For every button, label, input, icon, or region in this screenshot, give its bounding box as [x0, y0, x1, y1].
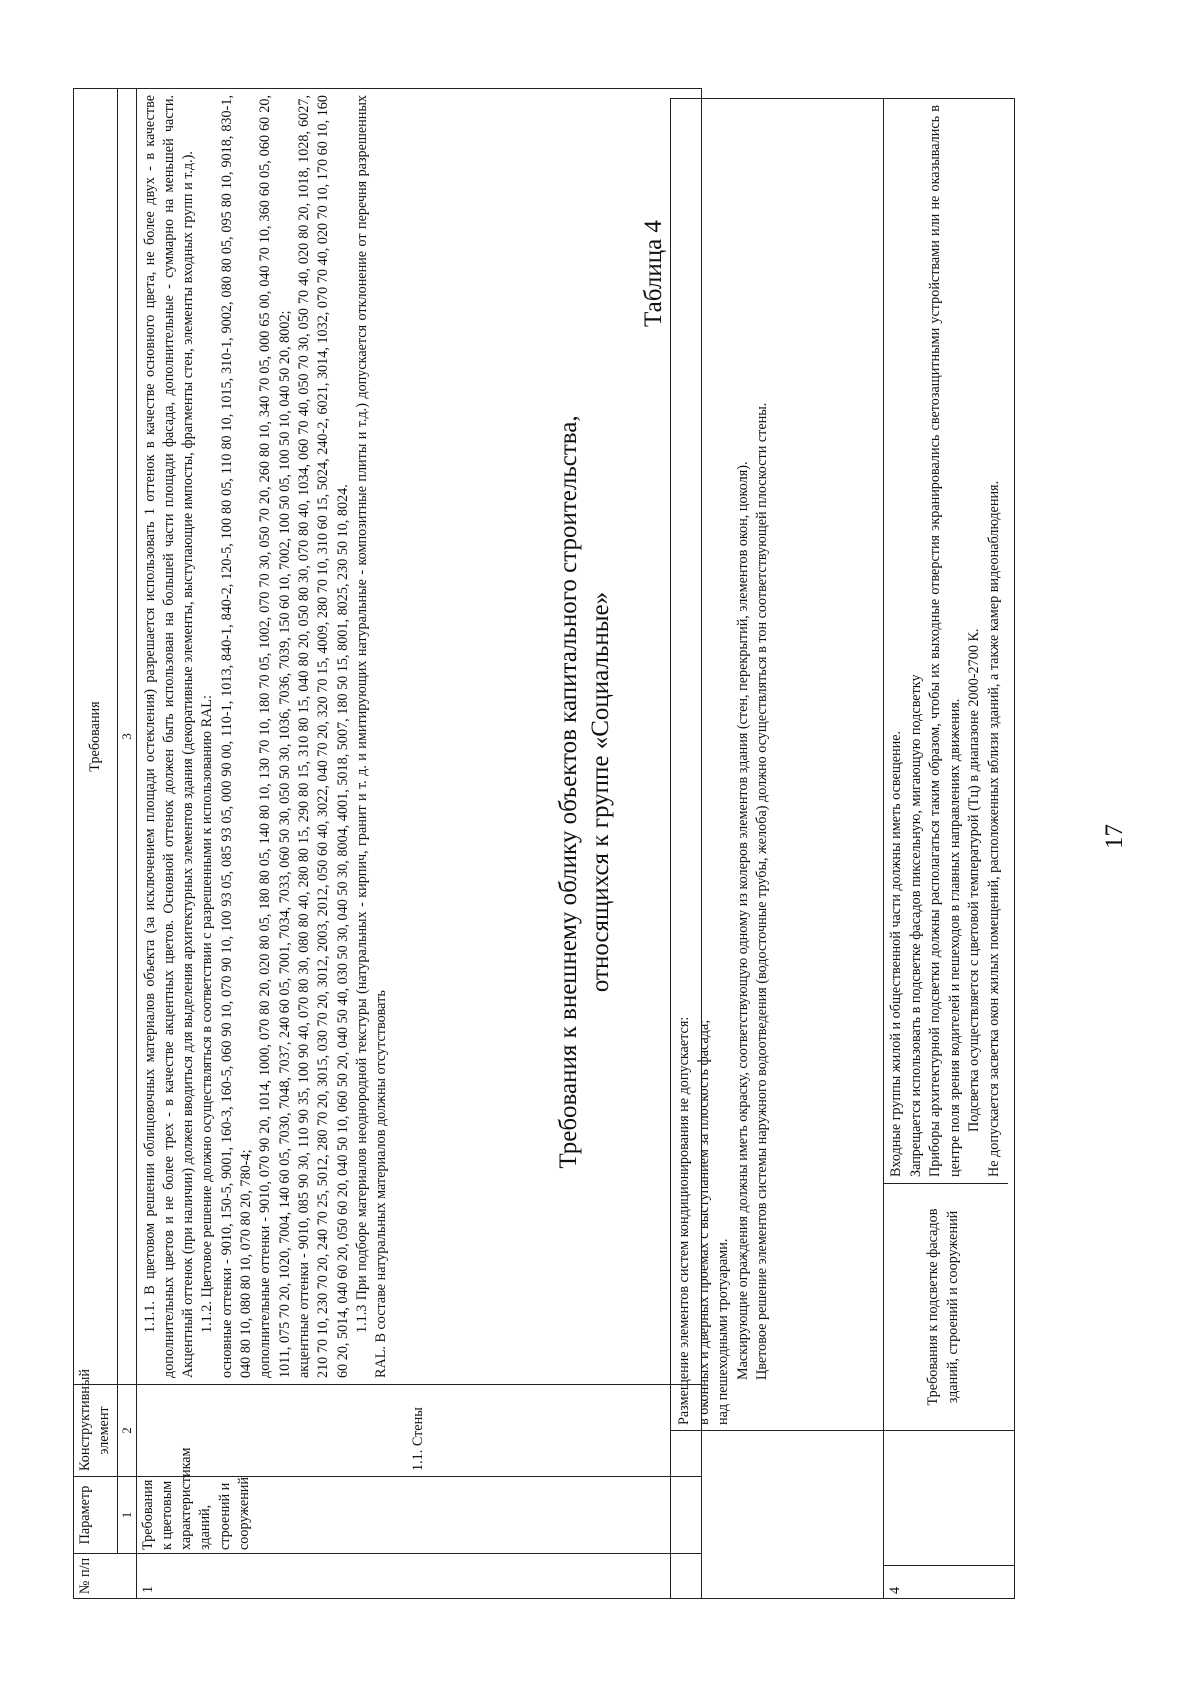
header-num: № п/п	[74, 1554, 137, 1599]
paragraph: 1.1.3 При подборе материалов неоднородной текстуры (натуральных - кирпич, гранит и т. д. и имитирующих натуральные - композитные плиты и т.д.) допускается отклонение от перечня разрешенных RAL. В составе натуральных материалов должны отсутствовать	[353, 95, 390, 1378]
text-line: Подсветка осуществляется с цветовой температурой (Тц) в диапазоне 2000-2700 К.	[966, 628, 983, 1132]
table-row	[136, 89, 701, 1599]
text-line: над пешеходными тротуарами.	[715, 1238, 732, 1425]
text-line: Запрещается использовать в подсветке фасадов пиксельную, мигающую подсветку	[907, 674, 924, 1177]
parameter-cell: Требования к цветовым характеристикам зданий, строений и сооружений	[136, 1477, 701, 1554]
paragraph: основные оттенки - 9010, 150-5, 9001, 160-3, 160-5, 060 90 10, 070 90 10, 100 93 05, 085 93 05, 000 90 00, 110-1, 1013, 840-1, 840-2, 120-5, 100 80 05, 110 80 10, 1015, 310-1, 9002, 080 80 05, 095 80 10, 9018, 830-1, 040 80 10, 080 80 10, 070 80 20, 780-4;	[218, 95, 255, 1378]
paragraph: 1.1.1. В цветовом решении облицовочных материалов объекта (за исключением площади остекления) разрешается использовать 1 оттенок в качестве основного цвета, не более двух - в качестве дополнительных цветов и не более трех - в качестве акцентных цветов. Основной оттенок должен быть использован на большей части площади фасада, дополнительные - суммарно на меньшей части. Акцентный оттенок (при наличии) должен вводиться для выделения архитектурных элементов здания (декоративные элементы, выступающие импосты, фрагменты стен, элементы входных групп и т.д.).	[141, 95, 197, 1378]
table-cell-empty	[671, 1431, 884, 1599]
table-top-continuation	[670, 98, 1015, 1599]
header-element: Конструктивный элемент	[74, 1385, 118, 1477]
table-row	[884, 99, 1015, 1599]
table-cell-continued	[671, 99, 884, 1431]
table-4	[73, 88, 702, 1599]
row-number: 1	[136, 1554, 701, 1599]
col-number: 1	[117, 1477, 136, 1554]
table-row	[671, 99, 884, 1599]
col-number: 2	[117, 1385, 136, 1477]
text-line: Входные группы жилой и общественной части должны иметь освещение.	[888, 730, 904, 1177]
requirements-cell	[136, 89, 701, 1385]
row-number: 4	[884, 1565, 1014, 1598]
col-number: 3	[117, 89, 136, 1385]
requirements-cell	[884, 99, 1008, 1183]
table-cell-row4-left	[884, 1431, 1015, 1599]
text-line: Цветовое решение элементов системы наружного водоотведения (водосточные трубы, желоба) должно осуществляться в тон соответствующей плоскости стены.	[754, 402, 771, 1380]
parameter-cell: Требования к подсветке фасадов зданий, строений и сооружений	[884, 1183, 1008, 1430]
table-header-row	[74, 89, 118, 1599]
section-heading: Требования к внешнему облику объектов капитального строительства, относящихся к группе «Социальные»	[555, 415, 614, 1169]
column-number-row	[117, 89, 136, 1599]
text-line: Размещение элементов систем кондиционирования не допускается:	[676, 1016, 692, 1425]
paragraph: дополнительные оттенки - 9010, 070 90 20, 1014, 1000, 070 80 20, 020 80 05, 180 80 05, 140 80 10, 130 70 10, 180 70 05, 1002, 070 70 30, 050 70 20, 260 80 10, 340 70 05, 000 65 00, 040 70 10, 360 60 05, 060 60 20, 1011, 075 70 20, 1020, 7004, 140 60 05, 7030, 7048, 7037, 240 60 05, 7001, 7034, 7033, 060 50 30, 050 50 30, 1036, 7036, 7039, 150 60 10, 7002, 100 50 05, 100 50 10, 040 50 20, 8002;	[257, 95, 293, 1378]
page-number: 17	[1101, 824, 1128, 849]
text-line: Маскирующие ограждения должны иметь окраску, соответствующую одному из колеров элементов здания (стен, перекрытий, элементов окон, цоколя).	[734, 461, 751, 1380]
text-line: Приборы архитектурной подсветки должны располагаться таким образом, чтобы их выходные отверстия экранировались светозащитными устройствами или не оказывались в центре поля зрения водителей и пешеходов в главных направлениях движения.	[927, 105, 963, 1177]
paragraph: 1.1.2. Цветовое решение должно осуществляться в соответствии с разрешенными к использованию RAL:	[199, 695, 216, 1333]
paragraph: акцентные оттенки - 9010, 085 90 30, 110 90 35, 100 90 40, 070 80 30, 080 80 40, 280 80 15, 290 80 15, 310 80 15, 040 80 20, 050 80 30, 070 80 40, 1034, 060 70 40, 050 70 30, 050 70 40, 020 80 20, 1018, 1028, 6027, 210 70 10, 230 70 20, 240 70 25, 5012, 280 70 20, 3015, 030 70 20, 3012, 2003, 2012, 050 60 40, 3022, 040 70 20, 320 70 15, 4009, 280 70 10, 310 60 15, 5024, 240-2, 6021, 3014, 1032, 070 70 40, 020 70 10, 170 60 10, 160 60 20, 5014, 040 60 20, 050 60 20, 040 50 10, 060 50 20, 040 50 40, 030 50 30, 040 50 30, 8004, 4001, 5018, 5007, 180 50 15, 8001, 8025, 230 50 10, 8024.	[295, 95, 351, 1378]
text-line: в оконных и дверных проемах с выступанием за плоскость фасада;	[695, 1019, 712, 1425]
text-line: Не допускается засветка окон жилых помещений, расположенных вблизи зданий, а также камер видеонаблюдения.	[985, 480, 1002, 1177]
header-parameter: Параметр	[74, 1477, 118, 1554]
table-cell-row4	[884, 99, 1015, 1431]
element-cell: 1.1. Стены	[136, 1385, 701, 1477]
table-label: Таблица 4	[640, 220, 667, 327]
header-requirements: Требования	[74, 89, 118, 1385]
